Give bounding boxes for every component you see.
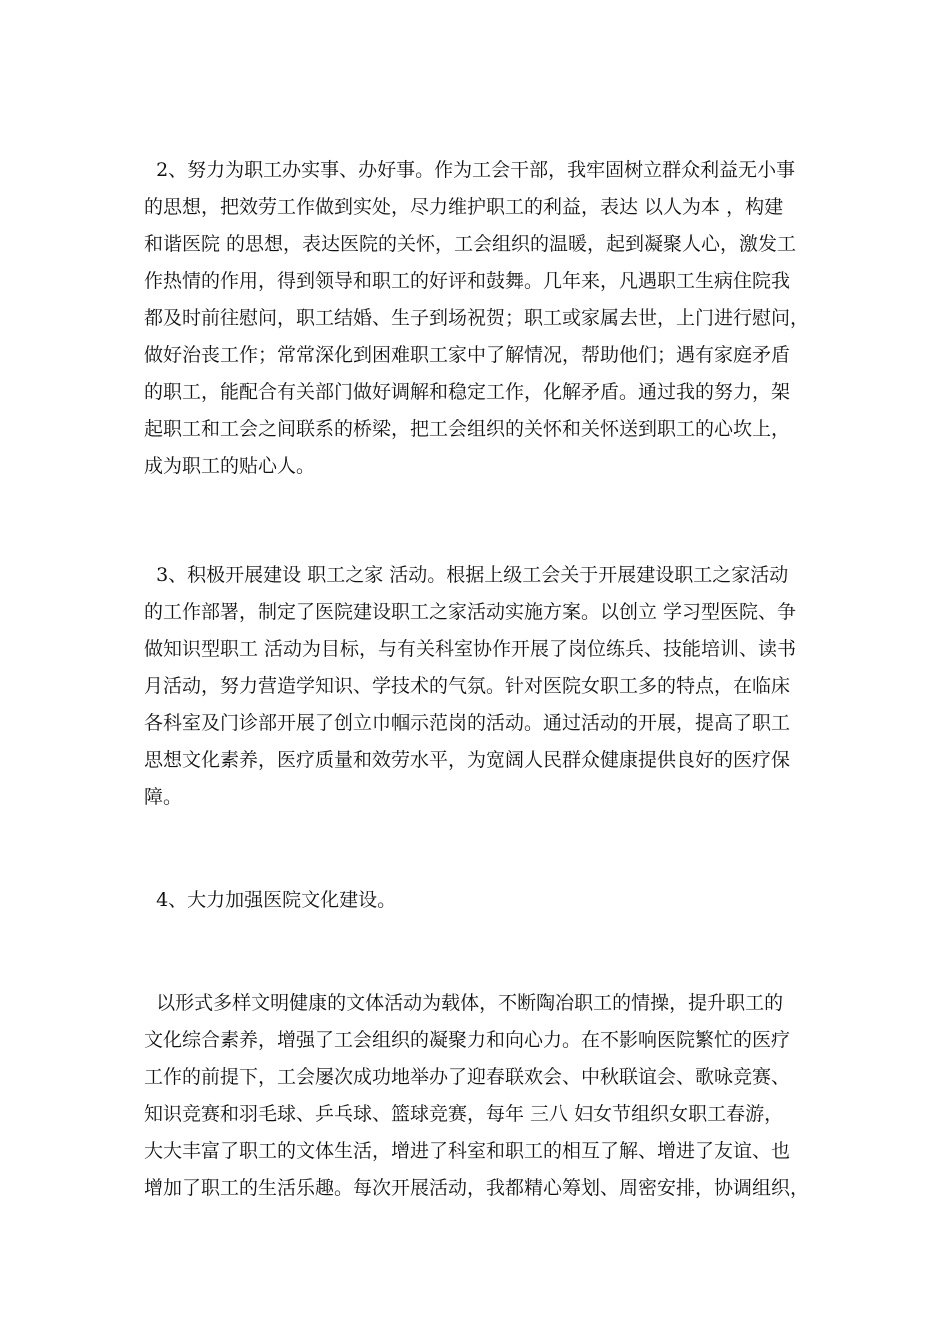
paragraph-line: 增加了职工的生活乐趣。每次开展活动，我都精心筹划、周密安排，协调组织，: [144, 1177, 810, 1199]
paragraph-line: 作热情的作用，得到领导和职工的好评和鼓舞。几年来，凡遇职工生病住院我: [144, 270, 791, 292]
paragraph-line: 和谐医院 的思想，表达医院的关怀，工会组织的温暖，起到凝聚人心，激发工: [144, 233, 797, 255]
paragraph-line: 的工作部署，制定了医院建设职工之家活动实施方案。以创立 学习型医院、争: [144, 601, 797, 623]
paragraph-line: 都及时前往慰问，职工结婚、生子到场祝贺；职工或家属去世，上门进行慰问，: [144, 307, 810, 329]
paragraph-line: 以形式多样文明健康的文体活动为载体，不断陶冶职工的情操，提升职工的: [144, 992, 784, 1014]
paragraph-line: 4、大力加强医院文化建设。: [144, 889, 397, 911]
paragraph-line: 月活动，努力营造学知识、学技术的气氛。针对医院女职工多的特点，在临床: [144, 675, 791, 697]
paragraph-line: 起职工和工会之间联系的桥梁，把工会组织的关怀和关怀送到职工的心坎上，: [144, 418, 791, 440]
paragraph-line: 的职工，能配合有关部门做好调解和稳定工作，化解矛盾。通过我的努力，架: [144, 381, 791, 403]
paragraph-line: 3、积极开展建设 职工之家 活动。根据上级工会关于开展建设职工之家活动: [144, 564, 789, 586]
paragraph-line: 成为职工的贴心人。: [144, 455, 316, 477]
paragraph-2-serve-staff: [144, 152, 814, 485]
paragraph-line: 障。: [144, 786, 183, 808]
paragraph-line: 大大丰富了职工的文体生活，增进了科室和职工的相互了解、增进了友谊、也: [144, 1140, 791, 1162]
paragraph-line: 知识竞赛和羽毛球、乒乓球、篮球竞赛，每年 三八 妇女节组织女职工春游，: [144, 1103, 784, 1125]
paragraph-line: 的思想，把效劳工作做到实处，尽力维护职工的利益，表达 以人为本 ，构建: [144, 196, 784, 218]
paragraph-4-heading: [144, 882, 814, 919]
paragraph-line: 工作的前提下，工会屡次成功地举办了迎春联欢会、中秋联谊会、歌咏竞赛、: [144, 1066, 791, 1088]
paragraph-line: 文化综合素养，增强了工会组织的凝聚力和向心力。在不影响医院繁忙的医疗: [144, 1029, 791, 1051]
paragraph-line: 做知识型职工 活动为目标，与有关科室协作开展了岗位练兵、技能培训、读书: [144, 638, 797, 660]
paragraph-3-staff-home: [144, 557, 814, 816]
paragraph-culture-activities: [144, 985, 814, 1207]
paragraph-line: 各科室及门诊部开展了创立巾帼示范岗的活动。通过活动的开展，提高了职工: [144, 712, 791, 734]
paragraph-line: 做好治丧工作；常常深化到困难职工家中了解情况，帮助他们；遇有家庭矛盾: [144, 344, 791, 366]
paragraph-line: 2、努力为职工办实事、办好事。作为工会干部，我牢固树立群众利益无小事: [144, 159, 796, 181]
paragraph-line: 思想文化素养，医疗质量和效劳水平，为宽阔人民群众健康提供良好的医疗保: [144, 749, 791, 771]
